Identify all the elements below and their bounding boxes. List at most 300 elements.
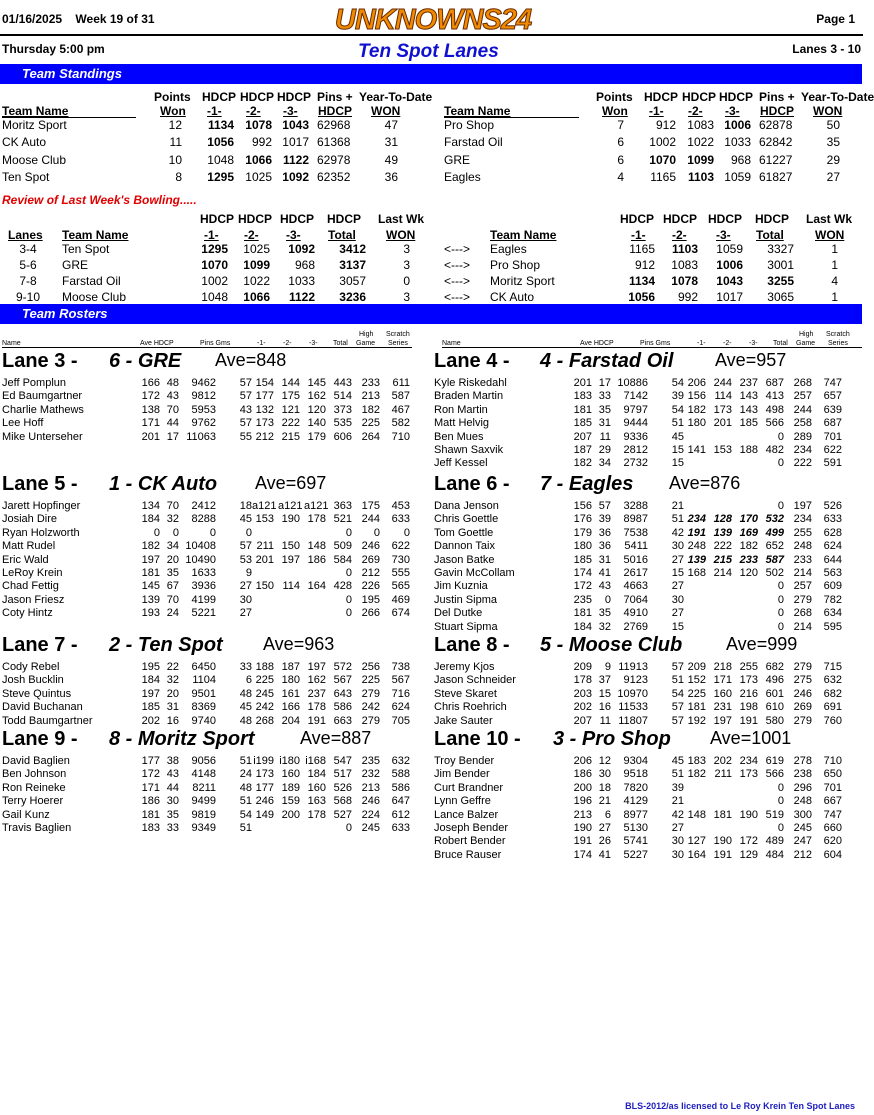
review-g3-header: -3- <box>716 228 731 242</box>
player-stat: 212 <box>255 430 274 443</box>
player-stat: 222 <box>713 540 732 553</box>
player-stat: 45 <box>239 701 252 714</box>
col-g2-header: -2- <box>688 104 703 118</box>
player-stat: 7064 <box>623 593 648 606</box>
player-stat: 150 <box>281 540 300 553</box>
player-stat: 198 <box>739 701 758 714</box>
roster-header: Scratch <box>386 331 410 338</box>
player-stat: 143 <box>739 390 758 403</box>
roster-header: Series <box>388 340 408 347</box>
player-stat: 45 <box>239 513 252 526</box>
player-stat: 278 <box>793 755 812 767</box>
player-stat: 156 <box>687 390 706 403</box>
player-stat: 269 <box>361 553 380 566</box>
player-stat: 152 <box>687 674 706 687</box>
player-stat: 567 <box>391 674 410 687</box>
player-stat: 172 <box>141 390 160 403</box>
player-stat: 153 <box>255 513 274 526</box>
player-stat: 182 <box>687 403 706 416</box>
player-stat: 38 <box>166 755 179 767</box>
player-stat: 182 <box>361 403 380 416</box>
player-stat: 667 <box>823 795 842 808</box>
player-stat: 9499 <box>191 795 216 808</box>
player-stat: 624 <box>391 701 410 714</box>
player-stat: 197 <box>713 714 732 727</box>
player-stat: 639 <box>823 403 842 416</box>
player-stat: 51 <box>671 513 684 526</box>
col-pins-header: Pins + <box>317 90 353 104</box>
player-name: Chad Fettig <box>2 580 59 593</box>
review-g3: 1059 <box>716 242 743 256</box>
player-name: Ben Mues <box>434 430 484 443</box>
player-stat: 173 <box>713 403 732 416</box>
player-stat: 213 <box>573 808 592 821</box>
standings-bar <box>0 64 862 84</box>
col-team-header: Team Name <box>2 104 69 118</box>
player-stat: 609 <box>823 580 842 593</box>
player-name: Travis Baglien <box>2 822 72 834</box>
review-team: Farstad Oil <box>62 274 121 288</box>
player-stat: 29 <box>598 444 611 456</box>
player-stat: 279 <box>361 714 380 727</box>
player-stat: 33 <box>598 390 611 403</box>
player-stat: 586 <box>333 701 352 714</box>
player-stat: 7142 <box>623 390 648 403</box>
review-total: 3057 <box>339 274 366 288</box>
player-stat: 17 <box>166 430 179 443</box>
player-stat: 634 <box>823 607 842 620</box>
player-stat: 184 <box>307 768 326 781</box>
standings-won: 49 <box>384 152 398 167</box>
roster-header: -2- <box>723 340 732 347</box>
player-stat: 633 <box>391 513 410 526</box>
player-stat: a121 <box>252 500 277 512</box>
player-stat: 139 <box>713 526 732 539</box>
player-stat: 187 <box>281 661 300 673</box>
player-stat: 566 <box>765 417 784 430</box>
player-stat: 209 <box>687 661 706 673</box>
standings-g1: 1048 <box>207 152 234 167</box>
player-stat: 2769 <box>623 620 648 633</box>
review-header: HDCP <box>755 212 790 226</box>
player-stat: 211 <box>256 540 274 553</box>
player-stat: 145 <box>141 580 160 593</box>
player-name: Gavin McCollam <box>434 567 515 579</box>
team-average: Ave=957 <box>715 350 787 370</box>
player-stat: 691 <box>823 701 842 714</box>
player-stat: 177 <box>255 390 274 403</box>
review-g3: 1122 <box>288 290 315 304</box>
lane-heading <box>2 473 327 496</box>
player-stat: 121 <box>281 403 300 416</box>
standings-g3: 1017 <box>282 135 309 150</box>
player-stat: 620 <box>823 835 842 848</box>
lane-label: Lane 5 - <box>2 473 78 495</box>
team-average: Ave=887 <box>300 728 372 748</box>
player-stat: 182 <box>739 540 758 553</box>
player-stat: 172 <box>739 835 758 848</box>
player-stat: 203 <box>573 687 592 700</box>
player-stat: 173 <box>739 674 758 687</box>
lane-label: Lane 4 - <box>434 350 510 372</box>
review-g2: 1025 <box>243 242 270 256</box>
player-stat: 248 <box>687 540 706 553</box>
player-stat: 632 <box>823 674 842 687</box>
player-stat: 738 <box>391 661 410 673</box>
player-stat: 660 <box>823 822 842 834</box>
review-g1: 1048 <box>201 290 228 304</box>
player-stat: 225 <box>255 674 274 687</box>
player-stat: 177 <box>255 781 274 794</box>
review-header: Last Wk <box>378 212 425 226</box>
player-stat: 580 <box>765 714 784 727</box>
player-stat: 9 <box>604 661 611 673</box>
team-average: Ave=999 <box>726 634 798 654</box>
review-team: Pro Shop <box>490 258 541 272</box>
player-stat: 234 <box>739 755 758 767</box>
player-stat: 186 <box>141 795 160 808</box>
player-stat: 186 <box>307 553 326 566</box>
review-header: HDCP <box>327 212 362 226</box>
player-stat: 622 <box>391 540 410 553</box>
player-stat: 41 <box>598 848 611 861</box>
player-stat: 244 <box>793 403 812 416</box>
player-stat: 30 <box>239 593 252 606</box>
player-stat: 563 <box>823 567 842 579</box>
player-stat: 163 <box>307 795 326 808</box>
standings-pins: 61227 <box>759 152 793 167</box>
license-footer: BLS-2012/as licensed to Le Roy Krein Ten Spot Lanes <box>625 1101 855 1111</box>
vs-arrow: <---> <box>444 258 471 272</box>
review-won: 3 <box>403 290 410 304</box>
player-stat: 31 <box>166 701 179 714</box>
player-stat: 159 <box>281 795 300 808</box>
player-stat: 174 <box>573 848 592 861</box>
roster-header: Game <box>356 340 376 347</box>
standings-g2: 1083 <box>687 118 714 132</box>
player-stat: 710 <box>823 755 842 767</box>
player-stat: 268 <box>255 714 274 727</box>
player-stat: 31 <box>598 553 611 566</box>
player-stat: 527 <box>333 808 352 821</box>
player-stat: 164 <box>687 848 706 861</box>
lane-label: Lane 3 - <box>2 350 78 372</box>
review-total: 3137 <box>339 258 366 272</box>
player-name: Lee Hoff <box>2 417 44 430</box>
player-stat: 215 <box>281 430 300 443</box>
player-stat: 9462 <box>191 377 216 389</box>
player-stat: 51 <box>671 417 684 430</box>
player-stat: a121 <box>304 500 329 512</box>
player-stat: 567 <box>333 674 352 687</box>
roster-header: Pins Gms <box>200 340 231 347</box>
player-stat: 624 <box>823 540 842 553</box>
review-won: 3 <box>403 242 410 256</box>
player-stat: 33 <box>239 661 252 673</box>
player-stat: 20 <box>166 687 179 700</box>
player-stat: 244 <box>361 513 380 526</box>
player-stat: 211 <box>714 768 732 781</box>
review-header: Last Wk <box>806 212 853 226</box>
player-stat: 181 <box>141 808 160 821</box>
review-header: HDCP <box>708 212 743 226</box>
player-name: Steve Skaret <box>434 687 497 700</box>
player-stat: 197 <box>141 553 160 566</box>
standings-points: 6 <box>617 152 624 167</box>
player-stat: 0 <box>345 526 352 539</box>
player-stat: 10970 <box>617 687 648 700</box>
player-stat: 710 <box>391 430 410 443</box>
standings-g1: 1070 <box>649 152 676 167</box>
player-stat: 5953 <box>191 403 216 416</box>
player-stat: 67 <box>166 580 179 593</box>
player-stat: i180 <box>279 755 300 767</box>
player-stat: 36 <box>598 540 611 553</box>
player-stat: 17 <box>598 377 611 389</box>
player-stat: 5130 <box>623 822 648 834</box>
lane-heading <box>434 728 792 751</box>
standings-points: 4 <box>617 169 624 184</box>
player-stat: 2812 <box>623 444 648 456</box>
review-won: 4 <box>831 274 838 288</box>
player-stat: 496 <box>765 674 784 687</box>
review-g2: 1022 <box>243 274 270 288</box>
review-lanes: 3-4 <box>19 242 37 256</box>
player-name: Ron Reineke <box>2 781 66 794</box>
lane-heading <box>434 473 741 496</box>
player-stat: 300 <box>793 808 812 821</box>
player-stat: 225 <box>361 674 380 687</box>
rosters-title: Team Rosters <box>22 306 108 321</box>
review-won: 0 <box>403 274 410 288</box>
review-g3: 968 <box>294 258 315 272</box>
team-name: 3 - Pro Shop <box>553 728 671 750</box>
player-stat: 652 <box>765 540 784 553</box>
player-stat: 181 <box>573 607 592 620</box>
player-name: Jason Batke <box>434 553 495 566</box>
player-stat: 296 <box>793 781 812 794</box>
player-stat: 32 <box>166 513 179 526</box>
player-name: Dannon Taix <box>434 540 495 553</box>
player-stat: 191 <box>713 848 732 861</box>
review-g1: 1165 <box>629 242 655 256</box>
player-stat: 11807 <box>618 714 648 727</box>
team-name: 4 - Farstad Oil <box>540 350 674 372</box>
player-name: Shawn Saxvik <box>434 444 504 456</box>
player-stat: 453 <box>391 500 410 512</box>
player-name: Charlie Mathews <box>2 403 84 416</box>
player-stat: 1104 <box>192 674 216 687</box>
player-stat: 181 <box>573 403 592 416</box>
player-stat: 27 <box>671 822 684 834</box>
standings-points: 7 <box>617 118 624 132</box>
player-stat: 114 <box>714 390 732 403</box>
roster-header: Name <box>442 340 461 347</box>
standings-team: Eagles <box>444 169 481 184</box>
standings-won: 27 <box>826 169 840 184</box>
player-stat: 568 <box>333 795 352 808</box>
player-stat: 181 <box>141 567 160 579</box>
player-stat: 0 <box>777 457 784 470</box>
col-points-header: Points <box>154 90 191 104</box>
player-stat: 11063 <box>186 430 216 443</box>
roster-header: -1- <box>697 340 706 347</box>
review-lanes: 5-6 <box>19 258 37 272</box>
player-stat: 191 <box>739 714 758 727</box>
player-stat: 173 <box>255 417 274 430</box>
player-stat: 2732 <box>623 457 648 470</box>
player-stat: 213 <box>361 390 380 403</box>
player-stat: 588 <box>391 768 410 781</box>
player-stat: 566 <box>765 768 784 781</box>
player-stat: 201 <box>713 417 732 430</box>
player-stat: 212 <box>793 848 812 861</box>
col-hdcp-header: HDCP <box>644 90 679 104</box>
standings-g2: 1078 <box>245 118 272 132</box>
standings-g3: 1033 <box>724 135 751 150</box>
player-name: Matt Rudel <box>2 540 56 553</box>
review-total: 3327 <box>767 242 794 256</box>
col-hdcp-header: HDCP <box>240 90 275 104</box>
lane-heading <box>2 634 335 657</box>
col-team-header: Team Name <box>444 104 511 118</box>
player-stat: 212 <box>361 567 380 579</box>
lanes-range: Lanes 3 - 10 <box>792 42 861 56</box>
player-stat: 222 <box>281 417 300 430</box>
player-stat: 185 <box>739 417 758 430</box>
col-won-header: Won <box>602 104 628 118</box>
player-stat: 206 <box>687 377 706 389</box>
player-name: Matt Helvig <box>434 417 490 430</box>
player-stat: 172 <box>573 580 592 593</box>
player-stat: 35 <box>598 403 611 416</box>
player-stat: 248 <box>793 795 812 808</box>
team-name: 2 - Ten Spot <box>109 634 223 656</box>
player-stat: 4910 <box>623 607 648 620</box>
player-stat: 30 <box>671 593 684 606</box>
team-average: Ave=876 <box>669 473 741 493</box>
player-name: Ryan Holzworth <box>2 526 80 539</box>
player-stat: 39 <box>598 513 611 526</box>
player-stat: 15 <box>671 620 684 633</box>
player-stat: 134 <box>141 500 160 512</box>
review-total-header: Total <box>328 228 356 242</box>
player-stat: 245 <box>361 822 380 834</box>
player-name: Todd Baumgartner <box>2 714 93 727</box>
review-g3: 1043 <box>716 274 743 288</box>
player-stat: 188 <box>739 444 758 456</box>
player-stat: 144 <box>281 377 300 389</box>
player-stat: 27 <box>671 553 684 566</box>
standings-won: 35 <box>826 135 840 150</box>
player-stat: 156 <box>573 500 592 512</box>
player-stat: 57 <box>671 714 684 727</box>
player-stat: 201 <box>255 553 274 566</box>
player-stat: 237 <box>739 377 758 389</box>
player-stat: 0 <box>345 607 352 620</box>
standings-points: 11 <box>169 135 182 150</box>
player-stat: 54 <box>671 377 684 389</box>
player-stat: 43 <box>598 580 611 593</box>
player-stat: 182 <box>573 457 592 470</box>
player-stat: 30 <box>598 768 611 781</box>
player-stat: 57 <box>239 417 252 430</box>
review-total: 3065 <box>767 290 794 304</box>
review-won: 1 <box>831 242 838 256</box>
player-stat: 9740 <box>191 714 216 727</box>
review-header: HDCP <box>238 212 273 226</box>
player-stat: 0 <box>777 795 784 808</box>
player-stat: 498 <box>765 403 784 416</box>
standings-g3: 1092 <box>282 169 309 184</box>
review-header: HDCP <box>663 212 698 226</box>
review-g2: 992 <box>677 290 698 304</box>
standings-g1: 1134 <box>207 118 234 132</box>
player-stat: 22 <box>166 661 179 673</box>
player-stat: 176 <box>573 513 592 526</box>
col-won-header: Won <box>160 104 186 118</box>
player-name: Jeremy Kjos <box>434 661 495 673</box>
player-stat: 42 <box>671 526 684 539</box>
team-name: 5 - Moose Club <box>540 634 683 656</box>
player-stat: 169 <box>739 526 758 539</box>
player-stat: 8977 <box>623 808 648 821</box>
player-stat: 428 <box>333 580 352 593</box>
player-stat: 565 <box>391 580 410 593</box>
player-stat: 51 <box>239 822 252 834</box>
roster-header: High <box>799 331 814 338</box>
player-stat: 171 <box>141 781 160 794</box>
player-stat: 619 <box>765 755 784 767</box>
lane-heading <box>2 350 287 373</box>
player-stat: 15 <box>598 687 611 700</box>
lane-label: Lane 10 - <box>434 728 521 750</box>
player-stat: 175 <box>361 500 380 512</box>
player-name: Del Dutke <box>434 607 483 620</box>
player-stat: 183 <box>141 822 160 834</box>
lane-label: Lane 9 - <box>2 728 78 750</box>
player-stat: 9501 <box>191 687 216 700</box>
review-header: HDCP <box>620 212 655 226</box>
player-stat: 611 <box>392 377 410 389</box>
player-stat: 197 <box>793 500 812 512</box>
player-stat: 234 <box>793 444 812 456</box>
player-stat: 413 <box>765 390 784 403</box>
player-stat: 586 <box>391 781 410 794</box>
player-stat: 246 <box>255 795 274 808</box>
player-stat: 467 <box>391 403 410 416</box>
player-stat: 235 <box>573 593 592 606</box>
player-stat: 604 <box>823 848 842 861</box>
player-stat: 174 <box>573 567 592 579</box>
player-stat: 238 <box>793 768 812 781</box>
player-stat: 509 <box>333 540 352 553</box>
roster-header: Scratch <box>826 331 850 338</box>
player-stat: 3288 <box>623 500 648 512</box>
standings-g1: 912 <box>655 118 676 132</box>
player-name: Ben Johnson <box>2 768 67 781</box>
player-stat: 200 <box>573 781 592 794</box>
standings-g1: 1002 <box>649 135 676 150</box>
player-stat: 591 <box>823 457 842 470</box>
player-stat: 595 <box>823 620 842 633</box>
standings-points: 8 <box>175 169 182 184</box>
player-stat: 53 <box>239 553 252 566</box>
player-stat: 245 <box>793 822 812 834</box>
player-stat: 5221 <box>191 607 216 620</box>
player-stat: 237 <box>307 687 326 700</box>
player-stat: 54 <box>239 808 252 821</box>
